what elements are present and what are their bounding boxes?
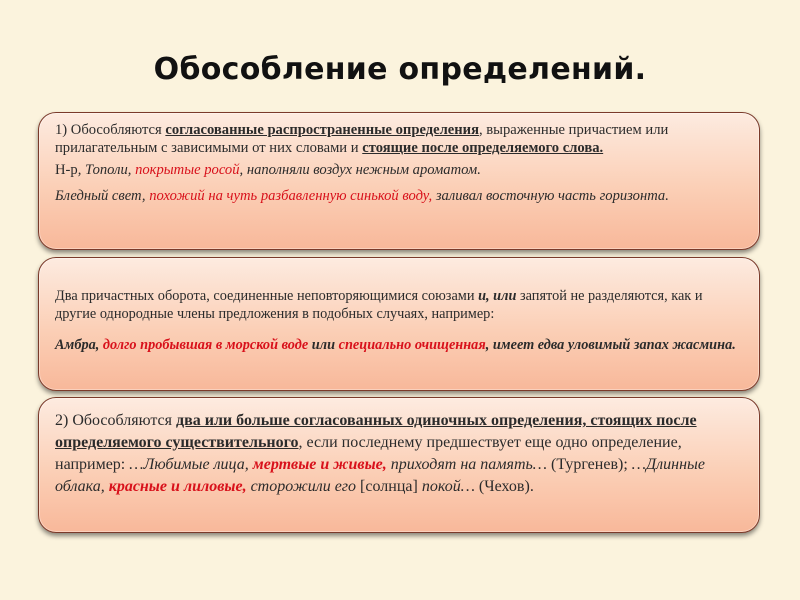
- example-1-start: , Тополи,: [77, 162, 136, 178]
- example-5-author: (Чехов).: [474, 478, 534, 495]
- example-3-end: , имеет едва уловимый запах жасмина.: [485, 337, 736, 353]
- rule-2-text: [55, 288, 745, 323]
- example-3: [55, 337, 745, 355]
- example-1: [55, 162, 745, 180]
- example-4-author: (Тургенев);: [547, 456, 632, 473]
- example-5-start: …Длинные облака,: [55, 456, 705, 495]
- example-2-end: заливал восточную часть горизонта.: [432, 187, 669, 204]
- rule-1-position: стоящие после определяемого слова.: [362, 139, 604, 156]
- rule-1-term: согласованные распространенные определения: [165, 122, 479, 138]
- example-5-middle: сторожили его: [246, 478, 361, 495]
- example-2-highlight: похожий на чуть разбавленную синькой воду,: [149, 187, 433, 204]
- example-3-start: Амбра,: [55, 337, 103, 353]
- example-3-conjunction: или: [308, 337, 339, 353]
- rule-1-description: , выраженные причастием или прилагательным с зависимыми от них словами и: [55, 122, 669, 156]
- example-4-end: приходят на память…: [386, 456, 548, 473]
- example-3-highlight-a: долго пробывшая в морской воде: [102, 337, 309, 353]
- rule-box-1: [38, 112, 760, 250]
- rule-3-term: два или больше согласованных одиночных определения, стоящих после определяемого существительного: [55, 412, 697, 451]
- example-2-start: Бледный свет,: [55, 187, 150, 204]
- rule-2-description: запятой не разделяются, как и другие однородные члены предложения в подобных случаях, например:: [55, 288, 703, 322]
- rule-3-description: , если последнему предшествует еще одно определение, например:: [55, 434, 682, 473]
- rule-1-text: [55, 122, 745, 157]
- example-3-highlight-b: специально очищенная: [338, 337, 486, 353]
- slide-title: Обособление определений.: [153, 52, 647, 87]
- example-2: [55, 188, 745, 206]
- rule-3-text: [55, 410, 745, 498]
- rule-box-2: [38, 257, 760, 391]
- rule-2-intro: Два причастных оборота, соединенные неповторяющимися союзами: [55, 288, 479, 304]
- rule-1-intro: 1) Обособляются: [55, 122, 166, 138]
- example-1-end: , наполняли воздух нежным ароматом.: [239, 162, 481, 178]
- rule-box-3: [38, 397, 760, 533]
- example-marker: Н-р: [55, 162, 78, 178]
- example-5-bracket: [солнца]: [360, 478, 418, 495]
- example-5-end: покой…: [417, 478, 475, 495]
- example-1-highlight: покрытые росой: [135, 162, 240, 178]
- rule-2-conjunctions: и, или: [478, 288, 517, 304]
- example-4-start: …Любимые лица,: [129, 456, 253, 473]
- example-5-highlight: красные и лиловые,: [108, 478, 247, 495]
- rule-3-intro: 2) Обособляются: [55, 412, 176, 429]
- example-4-highlight: мертвые и живые,: [252, 456, 387, 473]
